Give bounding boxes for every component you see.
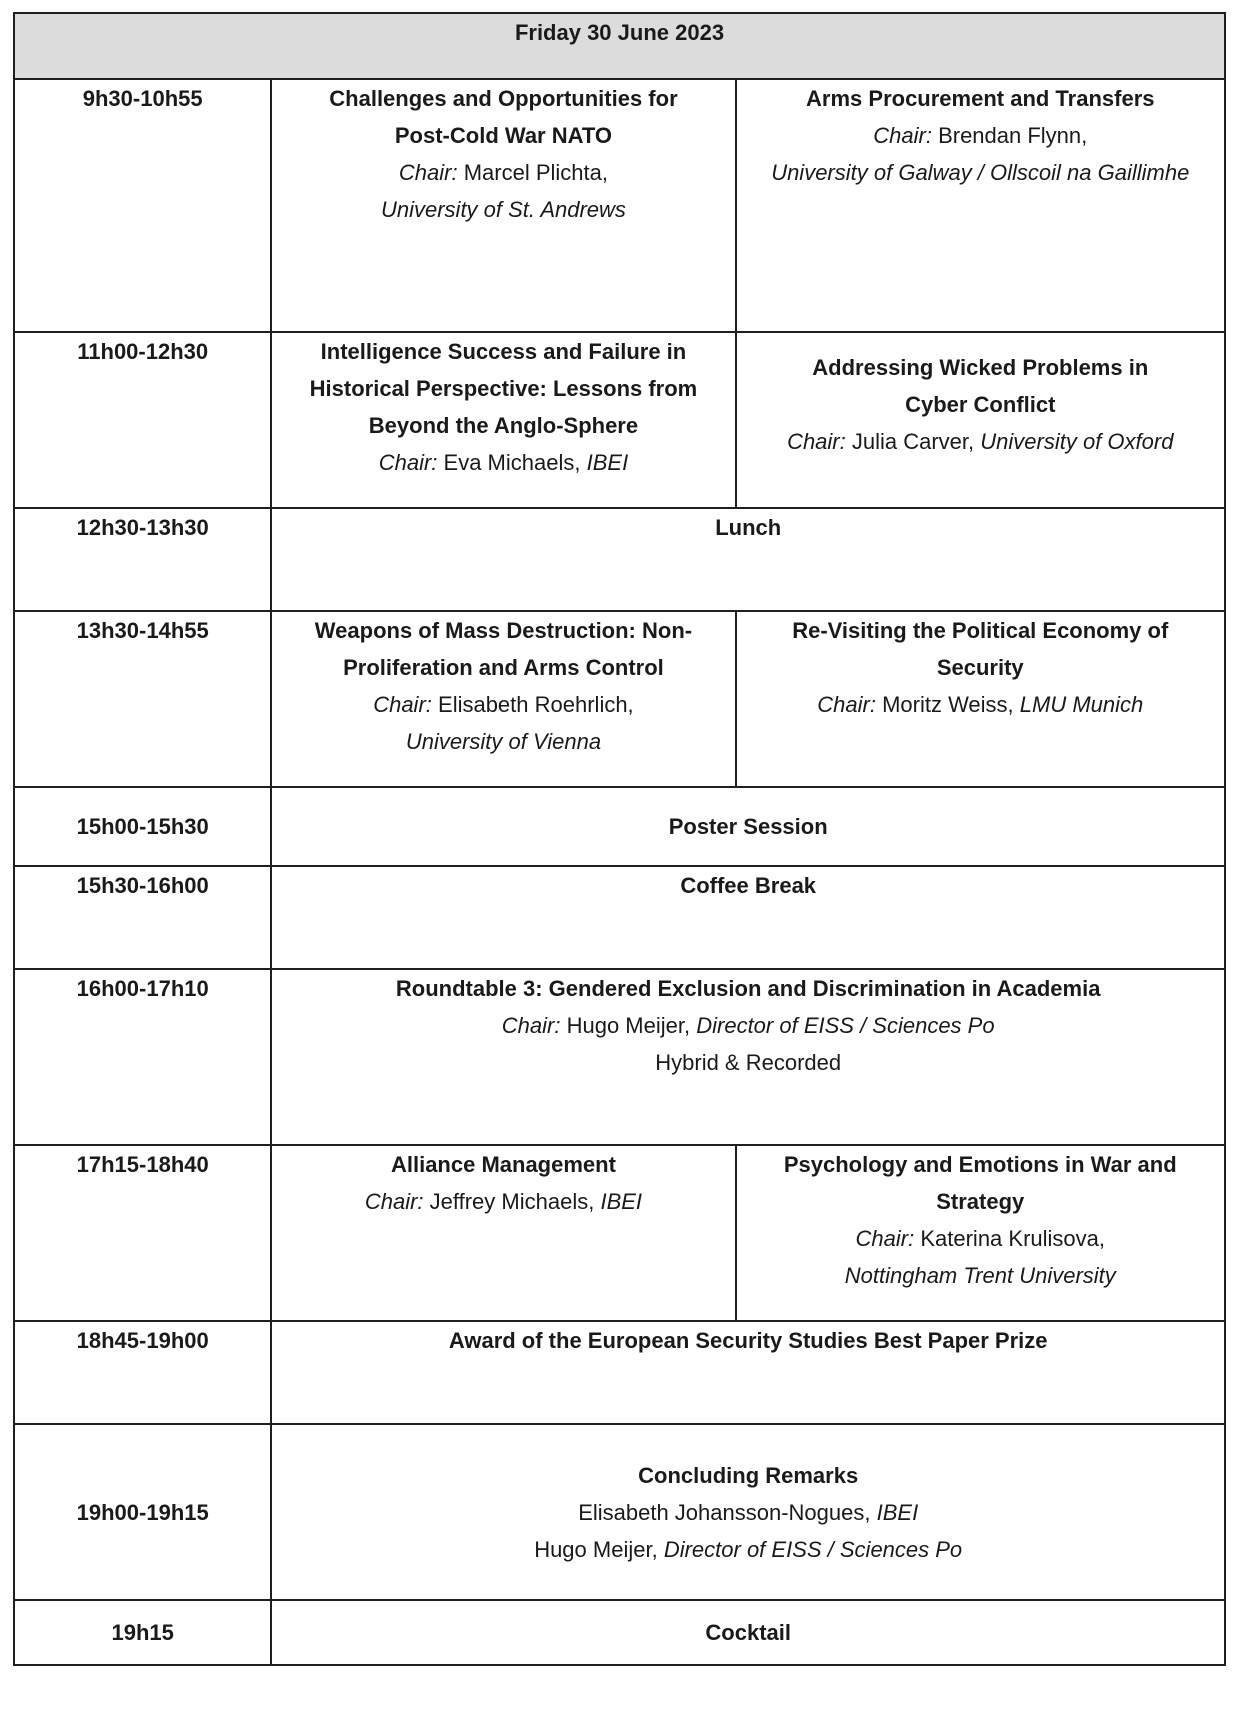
chair-name: Brendan Flynn,: [938, 123, 1088, 148]
session-title: Poster Session: [668, 814, 828, 839]
time-slot: 17h15-18h40: [14, 1145, 271, 1321]
session-title: Roundtable 3: Gendered Exclusion and Discrimination in Academia: [395, 976, 1101, 1001]
session-note: Hybrid & Recorded: [655, 1050, 842, 1075]
session-title: Alliance Management: [390, 1152, 616, 1177]
chair-label: Chair:: [501, 1013, 561, 1038]
chair-affiliation: IBEI: [600, 1189, 643, 1214]
chair-affiliation: Director of EISS / Sciences Po: [696, 1013, 995, 1038]
time-slot: 12h30-13h30: [14, 508, 271, 611]
session-cell: [271, 79, 735, 332]
time-slot: 19h15: [14, 1600, 271, 1665]
chair-label: Chair:: [873, 123, 932, 148]
chair-name: Eva Michaels,: [443, 450, 581, 475]
session-chair: [272, 1007, 1224, 1044]
time-slot: 16h00-17h10: [14, 969, 271, 1145]
table-row: [14, 866, 1225, 969]
chair-name: Marcel Plichta,: [463, 160, 608, 185]
time-slot: 15h00-15h30: [14, 787, 271, 866]
time-slot: 19h00-19h15: [14, 1424, 271, 1600]
session-title: Arms Procurement and Transfers: [806, 86, 1155, 111]
session-title: Re-Visiting the Political Economy of Security: [792, 618, 1169, 680]
speaker-name: Elisabeth Johansson-Nogues,: [578, 1499, 871, 1525]
chair-label: Chair:: [398, 160, 458, 185]
chair-label: Chair:: [787, 429, 846, 454]
session-cell: [271, 866, 1225, 969]
session-cell: [271, 1321, 1225, 1424]
session-chair: [272, 154, 734, 191]
chair-affiliation: University of Oxford: [980, 429, 1174, 454]
session-cell: [736, 79, 1225, 332]
speaker-line: [272, 1531, 1224, 1568]
session-chair: [272, 1183, 734, 1220]
chair-name: Katerina Krulisova,: [920, 1226, 1105, 1251]
table-row: [14, 1600, 1225, 1665]
speaker-name: Hugo Meijer,: [534, 1536, 658, 1562]
session-title: Cocktail: [705, 1620, 791, 1645]
chair-name: Hugo Meijer,: [566, 1013, 691, 1038]
table-row: [14, 1145, 1225, 1321]
chair-name: Jeffrey Michaels,: [429, 1189, 595, 1214]
session-title: Challenges and Opportunities for Post-Cold War NATO: [329, 86, 678, 148]
session-chair: [737, 686, 1224, 723]
chair-label: Chair:: [378, 450, 438, 475]
session-title: Intelligence Success and Failure in Historical Perspective: Lessons from Beyond the Anglo-Sphere: [309, 339, 698, 438]
session-chair: [272, 686, 734, 723]
session-cell: [271, 969, 1225, 1145]
table-row: [14, 332, 1225, 508]
session-chair: [272, 444, 734, 481]
session-chair: [737, 423, 1224, 460]
chair-label: Chair:: [855, 1226, 915, 1251]
session-title: Psychology and Emotions in War and Strategy: [783, 1152, 1177, 1214]
speaker-affiliation: Director of EISS / Sciences Po: [663, 1536, 963, 1562]
session-title: Lunch: [715, 515, 782, 540]
table-row: [14, 508, 1225, 611]
table-row: [14, 787, 1225, 866]
session-title: Coffee Break: [680, 873, 817, 898]
session-title: Addressing Wicked Problems in Cyber Conflict: [812, 355, 1149, 417]
chair-name: Julia Carver,: [851, 429, 975, 454]
chair-name: Moritz Weiss,: [882, 692, 1014, 717]
session-title: Concluding Remarks: [638, 1462, 859, 1488]
table-row: [14, 79, 1225, 332]
session-cell: [736, 611, 1225, 787]
time-slot: 11h00-12h30: [14, 332, 271, 508]
session-cell: [271, 1600, 1225, 1665]
speaker-affiliation: IBEI: [876, 1499, 919, 1525]
chair-affiliation: Nottingham Trent University: [844, 1263, 1116, 1288]
session-cell: [736, 1145, 1225, 1321]
chair-affiliation: IBEI: [586, 450, 629, 475]
session-cell: [271, 1145, 735, 1321]
chair-affiliation: LMU Munich: [1019, 692, 1144, 717]
session-cell: [271, 611, 735, 787]
table-row: [14, 1424, 1225, 1600]
session-title: Award of the European Security Studies Best Paper Prize: [448, 1328, 1048, 1353]
chair-affiliation: University of Vienna: [405, 729, 602, 754]
session-chair: [737, 1220, 1224, 1257]
chair-name: Elisabeth Roehrlich,: [438, 692, 634, 717]
day-header: Friday 30 June 2023: [14, 13, 1225, 79]
chair-affiliation: University of St. Andrews: [380, 197, 626, 222]
table-row: [14, 1321, 1225, 1424]
session-chair: [737, 117, 1224, 154]
time-slot: 15h30-16h00: [14, 866, 271, 969]
session-cell: [271, 508, 1225, 611]
time-slot: 18h45-19h00: [14, 1321, 271, 1424]
chair-label: Chair:: [373, 692, 432, 717]
chair-affiliation: University of Galway / Ollscoil na Gaillimhe: [771, 160, 1190, 185]
chair-label: Chair:: [364, 1189, 424, 1214]
speaker-line: [272, 1494, 1224, 1531]
session-title: Weapons of Mass Destruction: Non-Proliferation and Arms Control: [314, 618, 693, 680]
session-cell: [271, 1424, 1225, 1600]
table-row: [14, 969, 1225, 1145]
table-row: [14, 611, 1225, 787]
chair-label: Chair:: [817, 692, 876, 717]
time-slot: 13h30-14h55: [14, 611, 271, 787]
session-cell: [736, 332, 1225, 508]
session-cell: [271, 332, 735, 508]
session-cell: [271, 787, 1225, 866]
programme-table: [13, 12, 1226, 1666]
time-slot: 9h30-10h55: [14, 79, 271, 332]
